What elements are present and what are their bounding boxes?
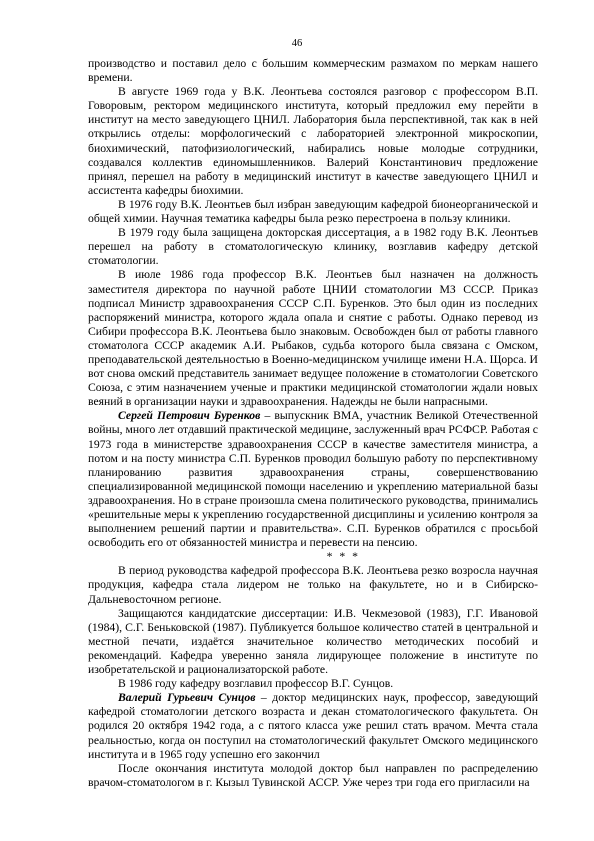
person-name: Валерий Гурьевич Сунцов — [118, 691, 256, 705]
paragraph: После окончания института молодой доктор был направлен по распределению врачом-стоматологом в г. Кызыл Тувинской АССР. Уже через три года его пригласили на — [88, 761, 538, 789]
paragraph: В 1979 году была защищена докторская диссертация, а в 1982 году В.К. Леонтьев перешел на работу в стоматологическую клинику, возглавив кафедру детской стоматологии. — [88, 226, 538, 268]
page-number: 46 — [291, 38, 303, 49]
paragraph: В 1986 году кафедру возглавил профессор В.Г. Сунцов. — [118, 677, 394, 691]
biography-burenkov — [88, 409, 538, 550]
paragraph: В 1976 году В.К. Леонтьев был избран заведующим кафедрой бионеорганической и общей химии. Научная тематика кафедры была резко перестроена в пользу клиники. — [88, 197, 538, 226]
section-separator: * * * — [326, 550, 360, 564]
biography-suntsov — [88, 691, 538, 761]
paragraph: В июле 1986 года профессор В.К. Леонтьев был назначен на должность заместителя директора по научной работе ЦНИИ стоматологии МЗ СССР. Приказ подписал Министр здравоохранения СССР С.П. Буренков. Это был один из последних распоряжений министра, которого ждала опала и снятие с работы. Однако перевод из Сибири профессора В.К. Леонтьева было знаковым. Освобожден был от работы главного стоматолога СССР академик А.И. Рыбаков, судьба которого была связана с Омском, преподавательской деятельностью в Военно-медицинском училище имени Н.А. Щорса. И вот снова омский представитель занимает ведущее положение в стоматологии Советского Союза, с этим назначением ученые и практики медицинской стоматологии ждали новых веяний в организации науки и здравоохранения. Надежды не были напрасными. — [88, 268, 538, 409]
paragraph: В августе 1969 года у В.К. Леонтьева состоялся разговор с профессором В.П. Говоровым, ректором медицинского института, который предложил ему перейти в институт на место заведующего ЦНИЛ. Лаборатория была перспективной, так как в ней открылись отделы: морфологический с лабораторией электронной микроскопии, биохимический, патофизиологический, набирались новые молодые сотрудники, создавался коллектив единомышленников. Валерий Константинович предложение принял, перешел на работу в медицинский институт в качестве заведующего ЦНИЛ и ассистента кафедры биохимии. — [88, 85, 538, 197]
biography-text: – выпускник ВМА, участник Великой Отечественной войны, много лет отдавший практической медицине, заслуженный врач РСФСР. Работая с 1973 года в министерстве здравоохранения СССР в качестве заместителя министра, а потом и на посту министра С.П. Буренков проводил большую работу по перспективному планированию развития здравоохранения страны, совершенствованию специализированной медицинской помощи населению и укреплению материальной базы здравоохранения. Но в стране произошла смена политического руководства, принимались «решительные меры к укреплению государственной дисциплины и усилению контроля за выполнением решений партии и правительства». С.П. Буренков обратился с просьбой освободить его от обязанностей министра и перевести на пенсию. — [88, 409, 538, 550]
paragraph: В период руководства кафедрой профессора В.К. Леонтьева резко возросла научная продукция, кафедра стала лидером не только на факультете, но и в Сибирско-Дальневосточном регионе. — [88, 564, 538, 606]
paragraph: производство и поставил дело с большим коммерческим размахом по меркам нашего времени. — [88, 57, 538, 85]
biography-text: – доктор медицинских наук, профессор, заведующий кафедрой стоматологии детского возраста и декан стоматологического факультета. Он родился 20 октября 1942 года, а с пятого класса уже решил стать врачом. Мечта стала реальностью, когда он поступил на стоматологический факультет Омского медицинского института и в 1965 году успешно его закончил — [88, 691, 539, 761]
paragraph: Защищаются кандидатские диссертации: И.В. Чекмезовой (1983), Г.Г. Ивановой (1984), С.Г. Беньковской (1987). Публикуется большое количество статей в центральной и местной печати, издаётся значительное количество методических пособий и рекомендаций. Кафедра уверенно заняла лидирующее положение в институте по изобретательской и рационализаторской работе. — [88, 606, 538, 677]
person-name: Сергей Петрович Буренков — [118, 409, 261, 423]
body-text — [88, 57, 538, 790]
